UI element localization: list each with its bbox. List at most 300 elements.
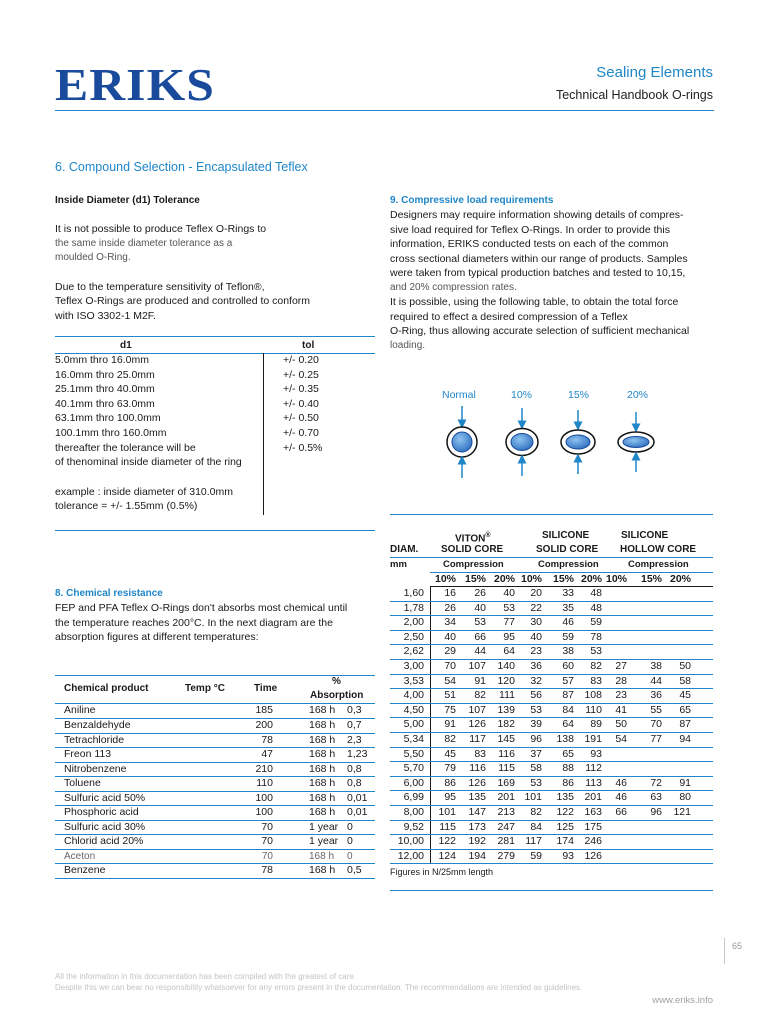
load-pad-cell xyxy=(691,587,713,601)
load-value-cell: 88 xyxy=(562,762,574,775)
load-diam-cell: 1,78 xyxy=(403,601,424,614)
table-row xyxy=(55,368,375,383)
load-value-cell: 70 xyxy=(650,718,662,731)
chemical-time-cell: 168 h xyxy=(309,777,336,789)
load-value-cell: 201 xyxy=(497,791,515,804)
tolerance-table xyxy=(55,353,375,455)
pct-15: 15% xyxy=(552,573,574,585)
table-row xyxy=(390,616,713,631)
load-value-cell: 64 xyxy=(503,645,515,658)
chemical-col-abs-pct: % xyxy=(332,676,341,687)
load-value-cell: 182 xyxy=(497,718,515,731)
tolerance-example-2: tolerance = +/- 1.55mm (0.5%) xyxy=(55,500,198,512)
chemical-text-line: the temperature reaches 200°C. In the next diagram are the xyxy=(55,616,333,629)
load-value-cell: 63 xyxy=(650,791,662,804)
chemical-text-line: FEP and PFA Teflex O-Rings don't absorbs most chemical until xyxy=(55,602,348,614)
tolerance-intro xyxy=(55,222,375,323)
load-value-cell: 87 xyxy=(679,718,691,731)
chemical-abs-cell: 0,8 xyxy=(347,762,362,775)
load-value-cell: 58 xyxy=(679,674,691,687)
load-value-cell: 147 xyxy=(468,805,486,818)
load-value-cell: 101 xyxy=(524,791,542,804)
oring-10pct-icon xyxy=(506,408,538,476)
table-row xyxy=(390,689,713,704)
load-value-cell: 77 xyxy=(650,732,662,745)
load-diam-cell: 8,00 xyxy=(403,805,424,818)
load-value-cell xyxy=(602,630,627,645)
load-value-cell xyxy=(662,820,691,835)
load-table-bottom-rule xyxy=(390,890,713,891)
load-value-cell: 79 xyxy=(444,762,456,775)
load-value-cell: 91 xyxy=(474,674,486,687)
pct-20: 20% xyxy=(580,573,602,585)
load-value-cell xyxy=(662,835,691,850)
load-value-cell: 82 xyxy=(444,732,456,745)
load-value-cell: 101 xyxy=(438,805,456,818)
load-pad-cell xyxy=(691,616,713,631)
tolerance-d1-cell: thereafter the tolerance will be xyxy=(55,441,196,454)
load-value-cell: 46 xyxy=(615,791,627,804)
chemical-table xyxy=(55,704,375,879)
load-value-cell: 55 xyxy=(650,703,662,716)
load-value-cell: 169 xyxy=(497,776,515,789)
compressive-text-line: required to effect a desired compression of a Teflex xyxy=(390,310,628,323)
load-value-cell: 39 xyxy=(530,718,542,731)
chemical-product-cell: Sulfuric acid 30% xyxy=(64,820,146,833)
load-value-cell: 121 xyxy=(673,805,691,818)
chemical-time-cell: 168 h xyxy=(309,791,336,804)
load-value-cell: 53 xyxy=(530,776,542,789)
load-value-cell xyxy=(602,587,627,601)
load-pad-cell xyxy=(691,601,713,616)
load-value-cell: 135 xyxy=(468,791,486,804)
table-row xyxy=(55,748,375,763)
load-value-cell: 115 xyxy=(498,762,515,775)
load-value-cell: 53 xyxy=(474,616,486,629)
load-value-cell xyxy=(627,601,662,616)
load-value-cell: 82 xyxy=(530,805,542,818)
tolerance-col-tol: tol xyxy=(302,340,315,351)
load-value-cell: 91 xyxy=(679,776,691,789)
load-value-cell: 91 xyxy=(444,718,456,731)
chemical-temp-cell: 70 xyxy=(261,850,273,862)
chemical-temp-cell: 78 xyxy=(261,733,273,746)
page-number-divider xyxy=(724,938,725,964)
chemical-temp-cell: 100 xyxy=(255,806,273,818)
load-value-cell xyxy=(662,587,691,601)
load-col-hollow-core: HOLLOW CORE xyxy=(620,544,697,555)
chemical-col-time: Time xyxy=(254,683,278,694)
load-value-cell: 54 xyxy=(615,732,627,745)
load-value-cell: 122 xyxy=(438,835,456,848)
load-value-cell: 82 xyxy=(590,659,602,672)
load-pad-cell xyxy=(691,659,713,674)
load-value-cell: 51 xyxy=(444,689,456,702)
table-row xyxy=(55,411,375,426)
chemical-abs-cell: 0,5 xyxy=(347,864,362,876)
load-value-cell: 108 xyxy=(584,689,602,702)
page-number: 65 xyxy=(732,941,743,951)
load-value-cell: 37 xyxy=(530,747,542,760)
load-value-cell: 113 xyxy=(585,776,602,789)
load-value-cell: 26 xyxy=(474,587,486,599)
load-value-cell: 46 xyxy=(615,776,627,789)
chemical-product-cell: Phosphoric acid xyxy=(64,806,139,818)
chemical-abs-cell: 0,01 xyxy=(347,791,368,804)
chemical-product-cell: Freon 113 xyxy=(64,748,112,760)
table-row xyxy=(390,674,713,689)
table-row xyxy=(55,353,375,368)
load-value-cell: 126 xyxy=(584,849,602,862)
load-compression-hollow: Compression xyxy=(628,559,689,570)
chemical-abs-cell: 0 xyxy=(347,835,353,847)
load-pct-row xyxy=(390,573,713,587)
load-value-cell: 115 xyxy=(439,820,456,833)
load-value-cell: 191 xyxy=(584,732,602,745)
table-row xyxy=(390,645,713,660)
load-table-top-rule xyxy=(390,514,713,515)
load-value-cell: 192 xyxy=(468,835,486,848)
load-diam-cell: 2,50 xyxy=(403,630,424,643)
load-value-cell xyxy=(662,849,691,864)
table-row xyxy=(390,601,713,616)
load-diam-cell: 2,62 xyxy=(403,645,424,658)
chemical-product-cell: Aceton xyxy=(64,850,96,862)
label-20pct: 20% xyxy=(627,389,649,401)
load-value-cell: 54 xyxy=(444,674,456,687)
chemical-time-cell: 1 year xyxy=(309,820,339,833)
load-value-cell: 30 xyxy=(530,616,542,629)
load-value-cell: 41 xyxy=(615,703,627,716)
chemical-product-cell: Benzaldehyde xyxy=(64,719,131,731)
disclaimer-line-2: Despite this we can bear no responsibility whatsoever for any errors present in the documentation. The recommendations are intended as guidelines. xyxy=(55,983,583,992)
label-normal: Normal xyxy=(442,389,476,401)
load-value-cell: 20 xyxy=(530,587,542,599)
chemical-product-cell: Benzene xyxy=(64,864,106,876)
load-value-cell xyxy=(602,616,627,631)
load-col-viton: VITON® xyxy=(455,532,491,545)
load-pad-cell xyxy=(691,703,713,718)
load-value-cell: 95 xyxy=(503,630,515,643)
load-value-cell: 34 xyxy=(444,616,456,629)
load-value-cell: 80 xyxy=(679,791,691,804)
compressive-text-line: information, ERIKS conducted tests on each of the common xyxy=(390,238,669,250)
chemical-product-cell: Tetrachloride xyxy=(64,733,125,746)
load-value-cell: 213 xyxy=(497,805,515,818)
chemical-time-cell: 168 h xyxy=(309,806,336,818)
load-value-cell: 38 xyxy=(650,659,662,672)
load-value-cell: 36 xyxy=(650,689,662,702)
load-value-cell: 174 xyxy=(556,835,574,848)
chemical-time-cell: 1 year xyxy=(309,835,339,847)
chemical-abs-cell: 0,7 xyxy=(347,719,362,731)
load-value-cell: 107 xyxy=(468,703,486,716)
load-value-cell: 89 xyxy=(590,718,602,731)
chemical-time-cell: 168 h xyxy=(309,762,336,775)
load-value-cell: 107 xyxy=(468,659,486,672)
load-value-cell: 120 xyxy=(497,674,515,687)
load-value-cell: 83 xyxy=(474,747,486,760)
load-value-cell xyxy=(602,820,627,835)
load-value-cell: 173 xyxy=(468,820,486,833)
tolerance-tol-cell: +/- 0.50 xyxy=(283,412,319,425)
load-value-cell: 28 xyxy=(615,674,627,687)
load-pad-cell xyxy=(691,718,713,733)
load-value-cell: 116 xyxy=(469,762,486,775)
load-value-cell xyxy=(627,835,662,850)
load-value-cell: 65 xyxy=(679,703,691,716)
load-value-cell: 40 xyxy=(530,630,542,643)
load-pad-cell xyxy=(691,645,713,660)
load-value-cell: 93 xyxy=(590,747,602,760)
chemical-col-product: Chemical product xyxy=(64,683,149,694)
load-value-cell: 281 xyxy=(497,835,515,848)
load-diam-cell: 9,52 xyxy=(403,820,424,833)
load-value-cell: 46 xyxy=(562,616,574,629)
table-row xyxy=(390,849,713,864)
load-value-cell: 56 xyxy=(530,689,542,702)
table-row xyxy=(55,777,375,792)
table-row xyxy=(55,806,375,821)
load-diam-cell: 2,00 xyxy=(403,616,424,629)
load-diam-cell: 6,00 xyxy=(403,776,424,789)
load-col-silicone-solid: SILICONE xyxy=(542,530,590,541)
load-value-cell: 53 xyxy=(530,703,542,716)
table-row xyxy=(55,849,375,864)
load-value-cell: 279 xyxy=(497,849,515,862)
load-value-cell: 201 xyxy=(584,791,602,804)
compressive-text-line: loading. xyxy=(390,339,426,351)
tolerance-tol-cell: +/- 0.5% xyxy=(283,441,323,454)
compressive-text-line: It is possible, using the following table, to obtain the total force xyxy=(390,296,679,308)
header-title: Sealing Elements xyxy=(596,64,713,81)
load-diam-cell: 5,70 xyxy=(403,762,424,775)
pct-20: 20% xyxy=(493,573,515,585)
compressive-text-line: Designers may require information showing details of compres- xyxy=(390,209,684,221)
load-value-cell: 163 xyxy=(584,805,602,818)
load-pad-cell xyxy=(691,674,713,689)
table-row xyxy=(55,719,375,734)
tolerance-d1-cell: 5.0mm thro 16.0mm xyxy=(55,354,149,366)
load-value-cell xyxy=(627,587,662,601)
table-row xyxy=(55,762,375,777)
chemical-abs-cell: 2,3 xyxy=(347,733,362,746)
chemical-time-cell: 168 h xyxy=(309,850,335,862)
load-value-cell: 38 xyxy=(562,645,574,658)
load-value-cell: 96 xyxy=(530,732,542,745)
oring-20pct-icon xyxy=(618,412,654,472)
compressive-text-line: and 20% compression rates. xyxy=(390,281,517,293)
table-row xyxy=(390,630,713,645)
load-value-cell: 48 xyxy=(590,601,602,614)
chemical-temp-cell: 70 xyxy=(261,835,273,847)
load-value-cell: 140 xyxy=(497,659,515,672)
load-value-cell: 57 xyxy=(562,674,574,687)
intro-line: moulded O-Ring. xyxy=(55,252,131,263)
table-row xyxy=(55,791,375,806)
load-value-cell: 72 xyxy=(650,776,662,789)
load-col-silicone-solid-core: SOLID CORE xyxy=(536,544,599,555)
load-value-cell: 40 xyxy=(474,601,486,614)
load-pad-cell xyxy=(691,630,713,645)
chemical-product-cell: Aniline xyxy=(64,704,96,717)
compressive-text-line: cross sectional diameters within our range of products. Samples xyxy=(390,252,688,265)
table-row xyxy=(390,791,713,806)
chemical-abs-cell: 0 xyxy=(347,820,353,833)
load-value-cell: 84 xyxy=(562,703,574,716)
load-value-cell: 194 xyxy=(468,849,486,862)
intro-line: Due to the temperature sensitivity of Teflon®, xyxy=(55,280,265,293)
load-value-cell xyxy=(627,616,662,631)
load-value-cell: 126 xyxy=(468,776,486,789)
load-value-cell: 58 xyxy=(530,762,542,775)
table-row xyxy=(55,441,375,456)
load-value-cell: 23 xyxy=(615,689,627,702)
load-value-cell: 16 xyxy=(444,587,456,599)
load-value-cell xyxy=(627,630,662,645)
pct-10: 10% xyxy=(434,573,456,585)
load-value-cell: 40 xyxy=(503,587,515,599)
load-col-diam: DIAM. xyxy=(390,544,419,555)
load-value-cell xyxy=(627,762,662,777)
load-value-cell: 95 xyxy=(444,791,456,804)
load-value-cell: 66 xyxy=(615,805,627,818)
load-value-cell: 32 xyxy=(530,674,542,687)
tolerance-tol-cell: +/- 0.40 xyxy=(283,397,319,410)
table-row xyxy=(390,820,713,835)
chemical-time-cell: 168 h xyxy=(309,733,336,746)
load-value-cell: 96 xyxy=(650,805,662,818)
tolerance-heading: Inside Diameter (d1) Tolerance xyxy=(55,195,200,206)
tolerance-d1-cell: 16.0mm thro 25.0mm xyxy=(55,368,155,381)
load-footnote: Figures in N/25mm length xyxy=(390,867,494,877)
load-diam-cell: 3,00 xyxy=(403,659,424,672)
load-value-cell xyxy=(602,645,627,660)
load-value-cell: 53 xyxy=(503,601,515,614)
load-value-cell: 122 xyxy=(556,805,574,818)
chemical-abs-cell: 0,8 xyxy=(347,777,362,789)
table-row xyxy=(390,587,713,601)
load-diam-cell: 3,53 xyxy=(403,674,424,687)
load-diam-cell: 10,00 xyxy=(397,835,424,848)
load-pad-cell xyxy=(691,762,713,777)
compressive-text-line: sive load required for Teflex O-Rings. In order to provide this xyxy=(390,223,670,236)
load-value-cell: 112 xyxy=(585,762,602,775)
chemical-temp-cell: 78 xyxy=(261,864,273,876)
load-value-cell xyxy=(662,762,691,777)
load-value-cell: 117 xyxy=(469,732,486,745)
load-pad-cell xyxy=(691,732,713,747)
chemical-table-top-rule xyxy=(55,675,375,676)
table-row xyxy=(390,718,713,733)
load-value-cell: 27 xyxy=(615,659,627,672)
chemical-product-cell: Chlorid acid 20% xyxy=(64,835,144,847)
load-diam-cell: 5,50 xyxy=(403,747,424,760)
table-row xyxy=(390,703,713,718)
load-table xyxy=(390,587,713,864)
load-pad-cell xyxy=(691,835,713,850)
load-value-cell: 124 xyxy=(438,849,456,862)
intro-line: with ISO 3302-1 M2F. xyxy=(55,309,156,322)
table-row xyxy=(390,659,713,674)
load-value-cell: 36 xyxy=(530,659,542,672)
load-pad-cell xyxy=(691,791,713,806)
load-value-cell: 86 xyxy=(562,776,574,789)
table-row xyxy=(55,733,375,748)
load-diam-cell: 1,60 xyxy=(403,587,424,599)
chemical-temp-cell: 70 xyxy=(261,820,273,833)
pct-10: 10% xyxy=(605,573,627,585)
load-value-cell: 111 xyxy=(499,689,515,702)
load-value-cell xyxy=(662,630,691,645)
load-value-cell: 29 xyxy=(444,645,456,658)
tolerance-col-d1: d1 xyxy=(120,340,132,351)
pct-15: 15% xyxy=(640,573,662,585)
load-value-cell: 50 xyxy=(615,718,627,731)
chemical-abs-cell: 0,01 xyxy=(347,806,368,818)
tolerance-table-bottom-rule xyxy=(55,530,375,531)
load-value-cell: 116 xyxy=(498,747,515,760)
load-value-cell xyxy=(627,747,662,762)
table-row xyxy=(55,426,375,441)
header-rule xyxy=(55,110,714,111)
chemical-temp-cell: 200 xyxy=(255,719,273,731)
load-value-cell: 126 xyxy=(468,718,486,731)
load-diam-cell: 6,99 xyxy=(403,791,424,804)
compressive-text-line: O-Ring, thus allowing accurate selection of sufficient mechanical xyxy=(390,325,690,337)
chemical-temp-cell: 210 xyxy=(255,762,273,775)
tolerance-d1-cell: 63.1mm thro 100.0mm xyxy=(55,412,161,425)
load-value-cell: 53 xyxy=(590,645,602,658)
chemical-abs-cell: 0,3 xyxy=(347,704,362,717)
load-diam-cell: 12,00 xyxy=(397,849,424,862)
chemical-product-cell: Nitrobenzene xyxy=(64,762,127,775)
load-value-cell: 247 xyxy=(497,820,515,833)
load-value-cell: 87 xyxy=(562,689,574,702)
chemical-abs-cell: 1,23 xyxy=(347,748,368,760)
compressive-text-line: were taken from typical production batches and tested to 10,15, xyxy=(390,267,686,279)
compressive-heading: 9. Compressive load requirements xyxy=(390,195,554,206)
load-value-cell xyxy=(662,601,691,616)
pct-10: 10% xyxy=(520,573,542,585)
load-value-cell: 70 xyxy=(444,659,456,672)
intro-line: It is not possible to produce Teflex O-Rings to xyxy=(55,223,267,235)
load-value-cell xyxy=(627,820,662,835)
load-value-cell: 59 xyxy=(562,630,574,643)
load-value-cell xyxy=(602,849,627,864)
load-value-cell: 45 xyxy=(679,689,691,702)
load-value-cell: 26 xyxy=(444,601,456,614)
table-row xyxy=(55,864,375,879)
chemical-temp-cell: 100 xyxy=(255,791,273,804)
load-value-cell: 45 xyxy=(444,747,456,760)
tolerance-d1-cell: 40.1mm thro 63.0mm xyxy=(55,397,155,410)
tolerance-tol-cell: +/- 0.25 xyxy=(283,368,319,381)
load-value-cell: 60 xyxy=(562,659,574,672)
oring-compression-diagram xyxy=(430,404,670,480)
load-value-cell xyxy=(662,645,691,660)
intro-line: the same inside diameter tolerance as a xyxy=(55,237,233,249)
load-col-silicone-hollow: SILICONE xyxy=(621,530,669,541)
chemical-heading: 8. Chemical resistance xyxy=(55,588,163,599)
chemical-product-cell: Toluene xyxy=(64,777,101,789)
chemical-text-line: absorption figures at different temperatures: xyxy=(55,631,259,643)
eriks-logo: ERIKS xyxy=(55,59,216,110)
chemical-temp-cell: 110 xyxy=(256,777,273,789)
load-compression-viton: Compression xyxy=(443,559,504,570)
chemical-time-cell: 168 h xyxy=(309,704,336,717)
website-link[interactable]: www.eriks.info xyxy=(652,995,713,1006)
